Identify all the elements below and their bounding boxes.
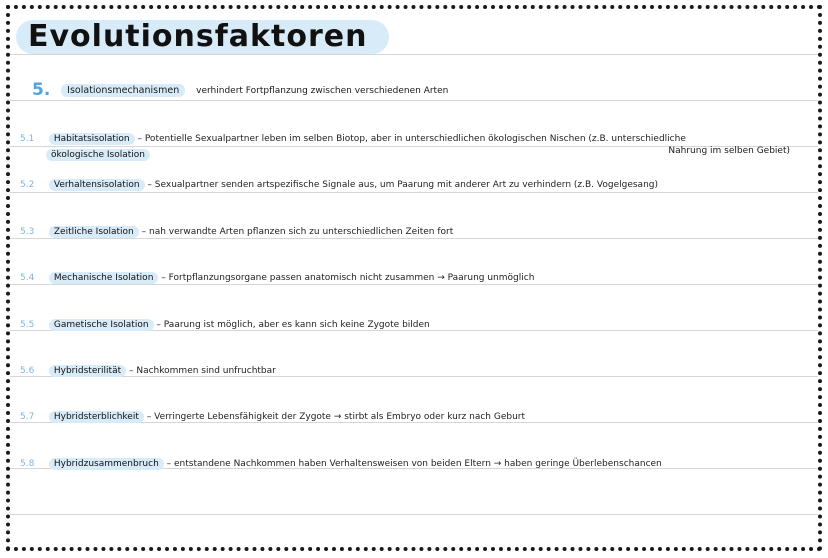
ruled-line	[10, 100, 818, 101]
section-description: verhindert Fortpflanzung zwischen verschiedenen Arten	[196, 86, 449, 96]
item-description: – entstandene Nachkommen haben Verhaltensweisen von beiden Eltern → haben geringe Überlebenschancen	[166, 459, 662, 469]
list-item	[20, 227, 814, 238]
item-title: Hybridsterblichkeit	[49, 411, 144, 423]
item-continuation-right: Nahrung im selben Gebiet)	[668, 146, 790, 156]
list-item	[20, 366, 814, 377]
item-number: 5.5	[20, 320, 35, 330]
item-title: Gametische Isolation	[49, 319, 154, 331]
item-description: – Verringerte Lebensfähigkeit der Zygote → stirbt als Embryo oder kurz nach Geburt	[146, 412, 526, 422]
list-item	[20, 180, 814, 191]
page-title: Evolutionsfaktoren	[28, 19, 368, 54]
section-number: 5.	[32, 80, 51, 100]
item-title: Zeitliche Isolation	[49, 226, 139, 238]
item-number: 5.8	[20, 459, 35, 469]
title-highlight	[16, 20, 389, 54]
item-title: Verhaltensisolation	[49, 179, 145, 191]
list-item	[20, 320, 814, 331]
item-number: 5.2	[20, 180, 35, 190]
item-title: Mechanische Isolation	[49, 272, 159, 284]
list-item	[20, 134, 814, 145]
item-number: 5.1	[20, 134, 35, 144]
item-description: – nah verwandte Arten pflanzen sich zu unterschiedlichen Zeiten fort	[141, 227, 454, 237]
item-number: 5.6	[20, 366, 35, 376]
item-description: – Fortpflanzungsorgane passen anatomisch nicht zusammen → Paarung unmöglich	[161, 273, 535, 283]
item-continuation-left: ökologische Isolation	[46, 149, 150, 161]
section-heading	[32, 80, 448, 100]
item-title: Habitatsisolation	[49, 133, 135, 145]
item-description: – Potentielle Sexualpartner leben im selben Biotop, aber in unterschiedlichen ökologischen Nischen (z.B. unterschiedliche	[137, 134, 686, 144]
item-description: – Nachkommen sind unfruchtbar	[129, 366, 276, 376]
ruled-line	[10, 514, 818, 515]
ruled-line	[10, 54, 818, 55]
list-item	[20, 273, 814, 284]
item-number: 5.3	[20, 227, 35, 237]
item-description: – Paarung ist möglich, aber es kann sich keine Zygote bilden	[156, 320, 430, 330]
item-description: – Sexualpartner senden artspezifische Signale aus, um Paarung mit anderer Art zu verhindern (z.B. Vogelgesang)	[147, 180, 659, 190]
section-title: Isolationsmechanismen	[61, 84, 185, 97]
item-number: 5.7	[20, 412, 35, 422]
item-title: Hybridsterilität	[49, 365, 126, 377]
ruled-line	[10, 192, 818, 193]
item-title: Hybridzusammenbruch	[49, 458, 164, 470]
list-item	[20, 412, 814, 423]
ruled-line	[10, 238, 818, 239]
item-number: 5.4	[20, 273, 35, 283]
ruled-line	[10, 284, 818, 285]
list-item	[20, 459, 814, 470]
